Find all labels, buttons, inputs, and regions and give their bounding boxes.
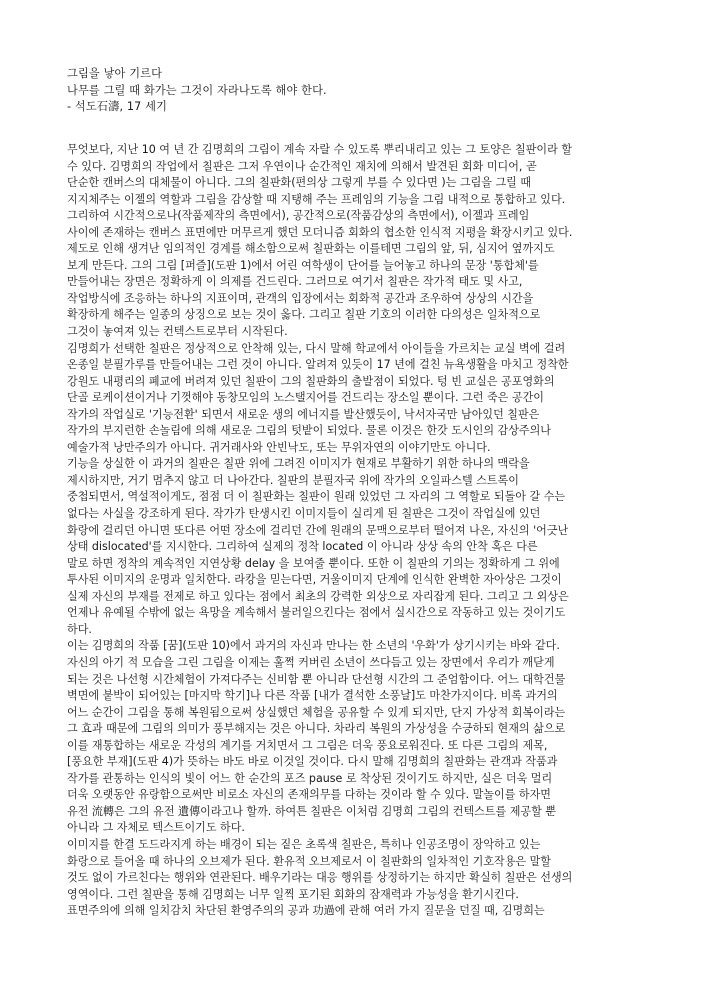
body-line: 제도로 인해 생겨난 임의적인 경계를 해소함으로써 칠판화는 이를테면 그림의 앞, 뒤, 심지어 옆까지도 [67, 242, 555, 256]
body-line: 이미지를 한결 도드라지게 하는 배경이 되는 짙은 초록색 칠판은, 특히나 인공조명이 장악하고 있는 [67, 837, 541, 851]
body-line: 단순한 캔버스의 대체물이 아니다. 그의 칠판화(편의상 그렇게 부를 수 있다면 )는 그림을 그릴 때 [67, 176, 532, 190]
body-line: 그리하여 시간적으로나(작품제작의 측면에서), 공간적으로(작품감상의 측면에서), 이젤과 프레임 [67, 209, 530, 223]
body-line: 만들어내는 장면은 정확하게 이 의제를 건드린다. 그러므로 여기서 칠판은 작가적 태도 및 사고, [67, 275, 523, 289]
body-line: 온종일 분필가루를 만들어내는 그런 것이 아니다. 알려져 있듯이 17 년에 걸친 뉴욕생활을 마치고 정착한 [67, 358, 569, 372]
body-text [67, 142, 706, 920]
body-line: 확장하게 해주는 일종의 상징으로 보는 것이 옳다. 그리고 칠판 기호의 이러한 다의성은 일차적으로 [67, 308, 541, 322]
body-line: 유전 流轉은 그의 유전 遺傳이라고나 할까. 하여튼 칠판은 이처럼 김명희 그림의 컨텍스트를 제공할 뿐 [67, 804, 557, 818]
body-line: 중첩되면서, 역설적이게도, 점점 더 이 칠판화는 칠판이 원래 있었던 그 자리의 그 역할로 되돌아 갈 수는 [67, 490, 566, 504]
body-line: 말로 하면 정착의 계속적인 지연상황 delay 을 보여줄 뿐이다. 또한 이 칠판의 기의는 정확하게 그 위에 [67, 556, 560, 570]
epigraph-attribution: - 석도石濤, 17 세기 [67, 100, 168, 114]
body-line: 작가를 관통하는 인식의 빛이 어느 한 순간의 포즈 pause 로 착상된 것이기도 하지만, 실은 더욱 멀리 [67, 771, 553, 785]
body-line: 아니라 그 자체로 텍스트이기도 하다. [67, 821, 245, 835]
body-line: 지지체주는 이젤의 역할과 그림을 감상할 때 지탱해 주는 프레임의 기능을 그림 내적으로 통합하고 있다. [67, 192, 566, 206]
body-line: 표면주의에 의해 일치감치 차단된 환영주의의 공과 功過에 관해 여러 가지 질문을 던질 때, 김명희는 [67, 904, 545, 918]
body-line: 강원도 내평리의 폐교에 버려져 있던 칠판이 그의 칠판화의 출발점이 되었다. 텅 빈 교실은 공포영화의 [67, 374, 555, 388]
body-line: 기능을 상실한 이 과거의 칠판은 칠판 위에 그려진 이미지가 현재로 부활하기 위한 하나의 맥락을 [67, 457, 530, 471]
body-line: 언제나 유예될 수밖에 없는 욕망을 계속해서 불러일으킨다는 점에서 실시간으로 작동하고 있는 것이기도 [67, 606, 566, 620]
body-line: 더욱 오랫동안 유랑함으로써만 비로소 자신의 존재의무를 다하는 것이라 할 수 있다. 말놀이를 하자면 [67, 788, 551, 802]
epigraph-title: 그림을 낳아 기르다 [67, 67, 163, 80]
body-line: 실제 자신의 부재를 전제로 하고 있다는 점에서 최초의 강력한 외상으로 자리잡게 된다. 그리고 그 외상은 [67, 589, 569, 603]
body-line: 어느 순간이 그림을 통해 복원됨으로써 상실했던 체험을 공유할 수 있게 되지만, 단지 가상적 회복이라는 [67, 705, 566, 719]
body-line: 무엇보다, 지난 10 여 년 간 김명희의 그림이 계속 자랄 수 있도록 뿌리내리고 있는 그 토양은 칠판이라 할 [67, 143, 572, 156]
body-line: 없다는 사실을 강조하게 된다. 작가가 탄생시킨 이미지들이 실리게 된 칠판은 그것이 작업실에 있던 [67, 507, 541, 521]
body-line: 화랑에 걸리던 아니면 또다른 어떤 장소에 걸리던 간에 원래의 문맥으로부터 떨어져 나온, 자신의 '어긋난 [67, 523, 569, 537]
body-line: 보게 만든다. 그의 그림 [퍼즐](도판 1)에서 어린 여학생이 단어를 늘어놓고 하나의 문장 '통합체'를 [67, 258, 539, 272]
body-line: 되는 것은 나선형 시간체험이 가져다주는 신비함 뿐 아니라 단선형 시간의 그 준엄함이다. 어느 대학건물 [67, 672, 566, 686]
body-line: 김명희가 선택한 칠판은 정상적으로 안착해 있는, 다시 말해 학교에서 아이들을 가르치는 교실 벽에 걸려 [67, 341, 566, 355]
body-line: 벽면에 붙박이 되어있는 [마지막 학기]나 다른 작품 [내가 결석한 소풍날]도 마찬가지이다. 비록 과거의 [67, 689, 558, 703]
body-line: 화랑으로 들어올 때 하나의 오브제가 된다. 환유적 오브제로서 이 칠판화의 일차적인 기호작용은 말할 [67, 854, 551, 868]
body-line: 상태 dislocated'를 지시한다. 그리하여 실제의 정착 located 이 아니라 상상 속의 안착 혹은 다른 [67, 540, 538, 554]
body-line: [풍요한 부재](도판 4)가 뜻하는 바도 바로 이것일 것이다. 다시 말해 김명희의 칠판화는 관객과 작품과 [67, 755, 558, 769]
body-line: 영역이다. 그런 칠판을 통해 김명희는 너무 일찍 포기된 회화의 잠재력과 가능성을 환기시킨다. [67, 887, 519, 901]
body-line: 사이에 존재하는 캔버스 표면에만 머무르게 했던 모더니즘 회화의 협소한 인식적 지평을 확장시키고 있다. [67, 225, 573, 239]
epigraph-quote: 나무를 그릴 때 화가는 그것이 자라나도록 해야 한다. [67, 83, 327, 97]
body-line: 수 있다. 김명희의 작업에서 칠판은 그저 우연이나 순간적인 재치에 의해서 발견된 회화 미디어, 곧 [67, 159, 537, 173]
body-line: 그 효과 때문에 그림의 의미가 풍부해지는 것은 아니다. 차라리 복원의 가상성을 수긍하되 현재의 삶으로 [67, 722, 566, 736]
body-line: 그것이 놓여져 있는 컨텍스트로부터 시작된다. [67, 325, 288, 339]
body-line: 단골 로케이션이거나 기껏해야 동창모임의 노스탤지어를 건드리는 장소일 뿐이다. 그런 죽은 공간이 [67, 391, 544, 405]
body-line: 예술가적 낭만주의가 아니다. 귀거래사와 안빈낙도, 또는 무위자연의 이야기만도 아니다. [67, 440, 491, 454]
body-line: 제시하지만, 거기 멈추지 않고 더 나아간다. 칠판의 분필자국 위에 작가의 오일파스텔 스트록이 [67, 473, 519, 487]
body-line: 작가의 작업실로 '기능전환' 되면서 새로운 생의 에너지를 발산했듯이, 낙서자국만 남아있던 칠판은 [67, 407, 540, 421]
body-line: 작가의 부지런한 손놀림에 의해 새로운 그림의 텃밭이 되었다. 물론 이것은 한갓 도시인의 감상주의나 [67, 424, 551, 438]
body-line: 이는 김명희의 작품 [꿈](도판 10)에서 과거의 자신과 만나는 한 소년의 '우화'가 상기시키는 바와 같다. [67, 639, 560, 653]
body-line: 자신의 아기 적 모습을 그린 그림을 이제는 훌쩍 커버린 소년이 쓰다듬고 있는 장면에서 우리가 깨닫게 [67, 655, 555, 669]
body-line: 것도 없이 가르친다는 행위와 연관된다. 배우기라는 대응 행위를 상정하기는 하지만 확실히 칠판은 선생의 [67, 871, 573, 885]
epigraph [67, 66, 327, 116]
body-line: 이를 재통합하는 새로운 각성의 계기를 거치면서 그 그림은 더욱 풍요로워진다. 또 다른 그림의 제목, [67, 738, 548, 752]
body-line: 투사된 이미지의 운명과 일치한다. 라캉을 믿는다면, 거울이미지 단계에 인식한 완벽한 자아상은 그것이 [67, 573, 562, 587]
body-line: 하다. [67, 622, 92, 636]
body-line: 작업방식에 조응하는 하나의 지표이며, 관객의 입장에서는 회화적 공간과 조우하여 상상의 시간을 [67, 291, 534, 305]
